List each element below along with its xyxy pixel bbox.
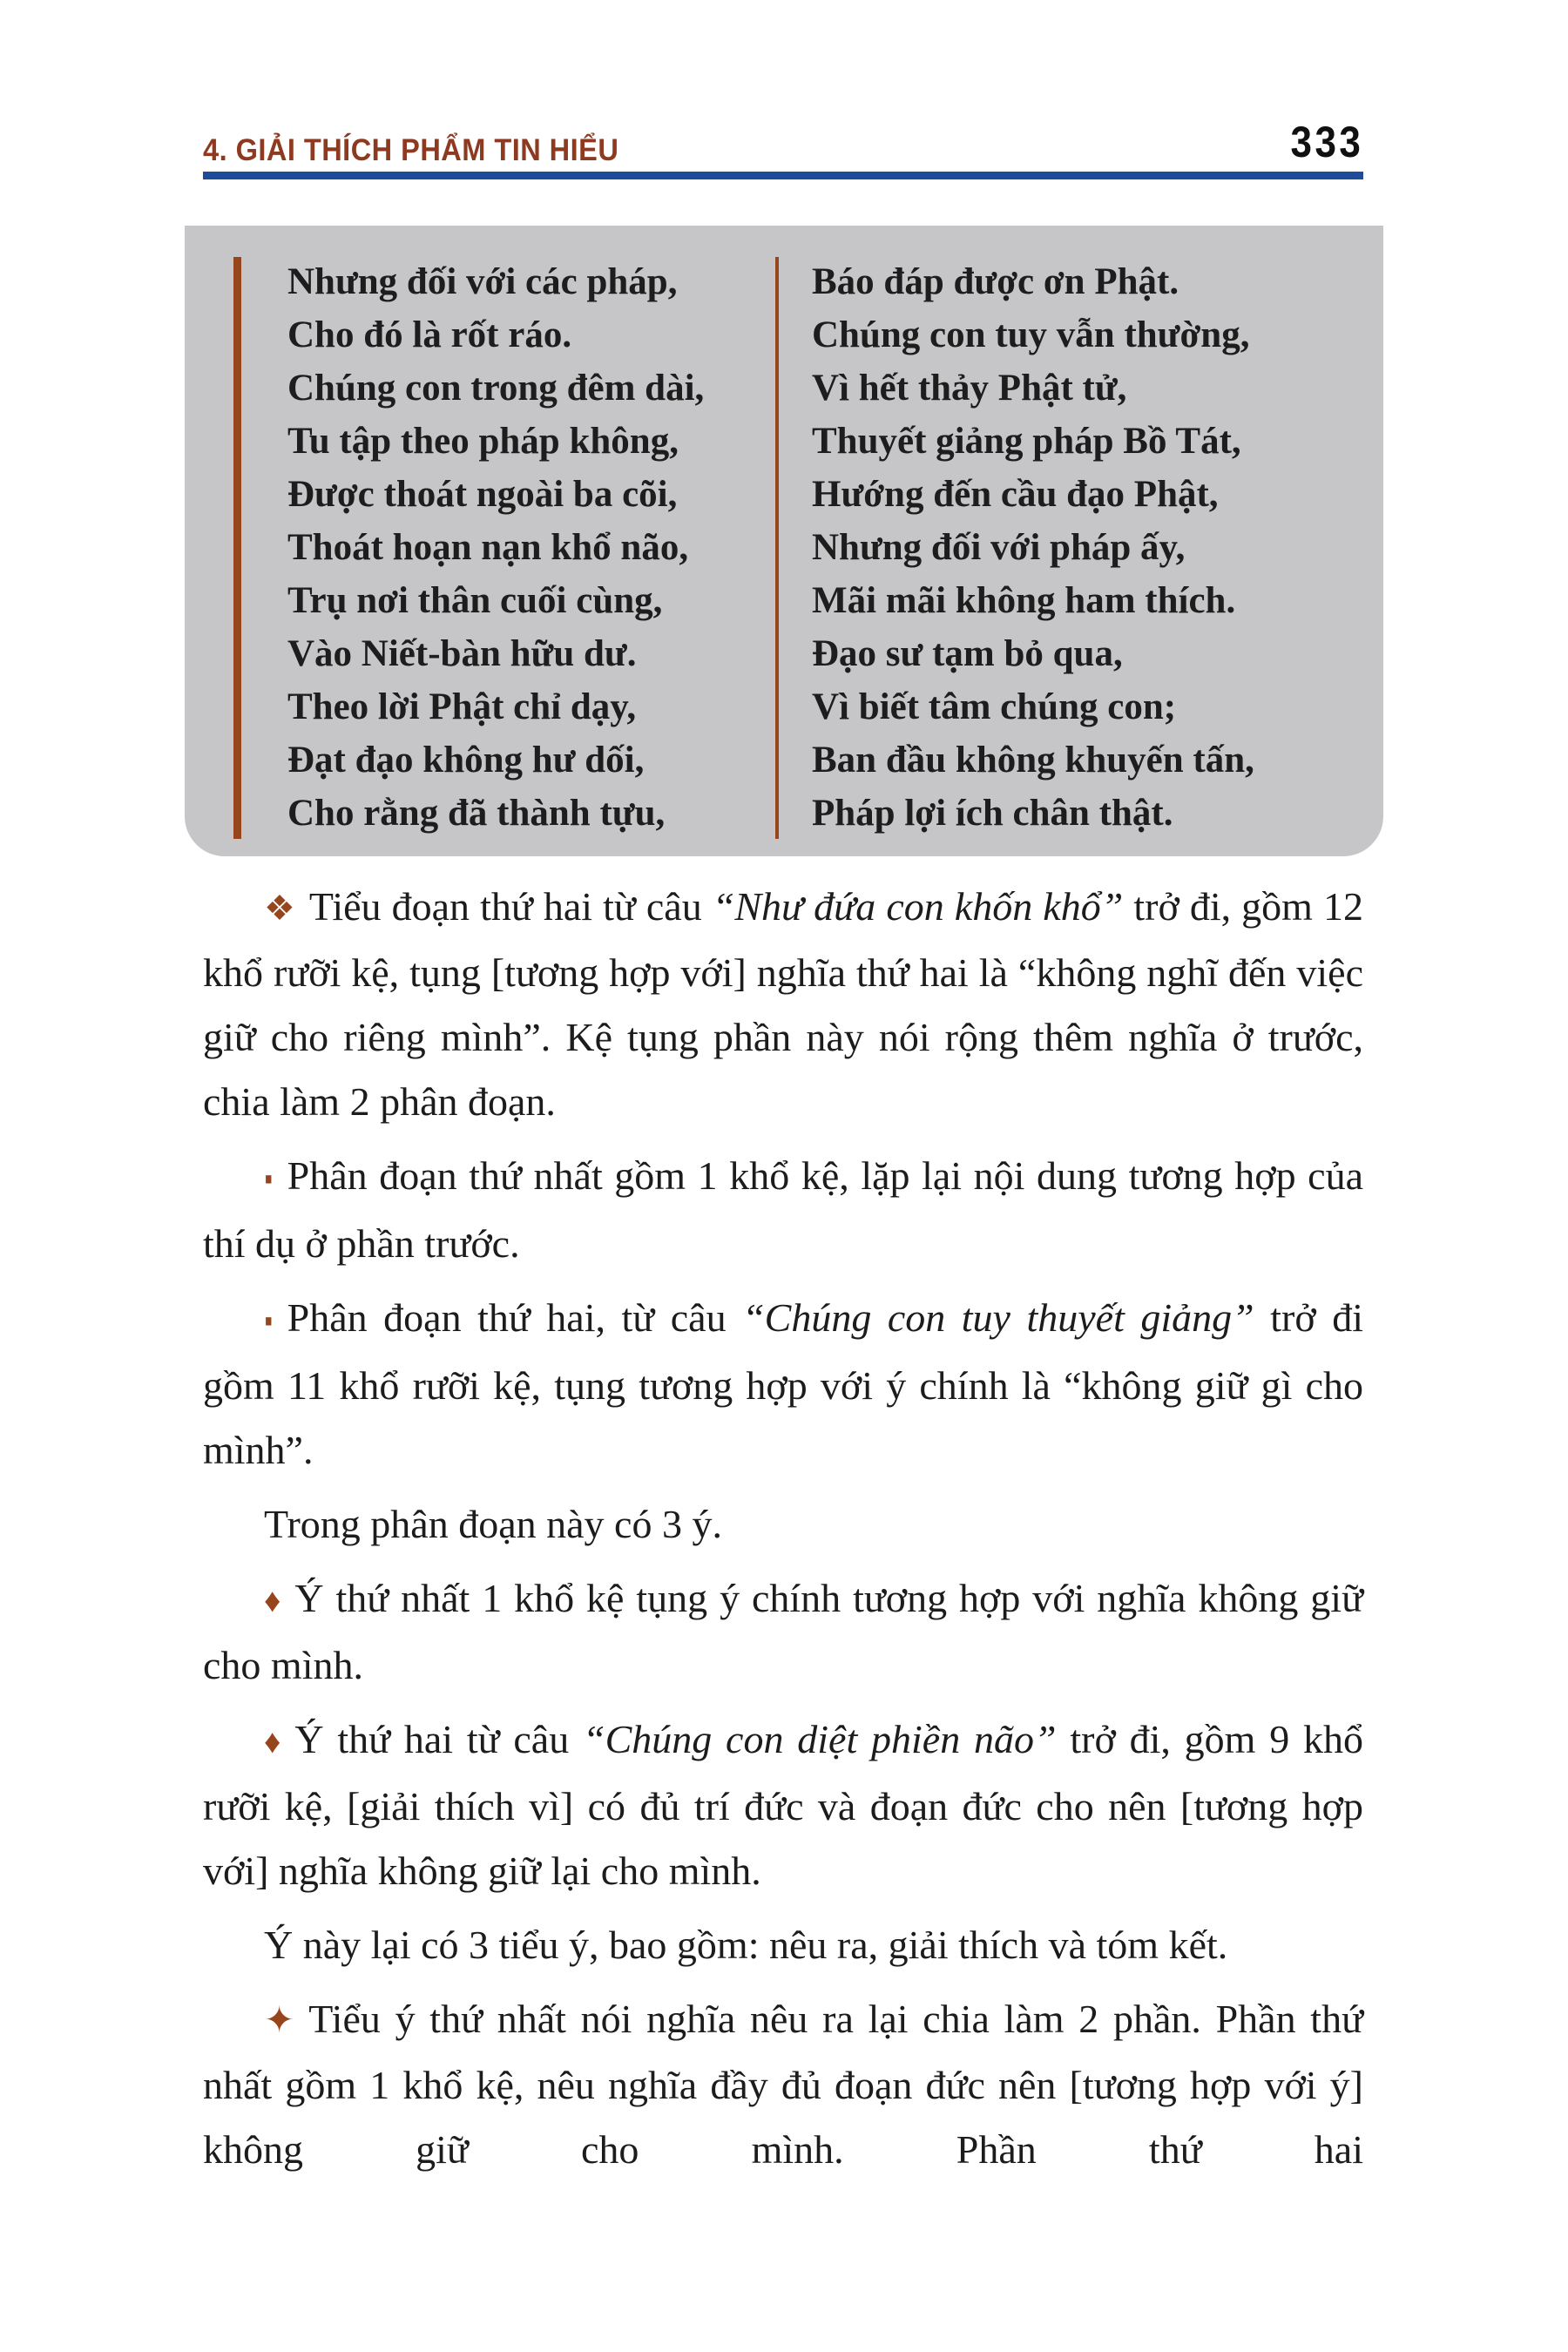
paragraph [203, 1707, 1363, 1903]
verse-line: Pháp lợi ích chân thật. [812, 793, 1173, 834]
verse-line: Nhưng đối với các pháp, [287, 261, 678, 302]
text-segment: trở đi gồm 11 khổ rưỡi kệ, tụng tương hợp với ý chính là “không giữ gì cho mình”. [203, 1295, 1363, 1472]
quoted-phrase: “Như đứa con khốn khổ” [712, 884, 1124, 929]
text-segment: Ý thứ hai từ câu [294, 1717, 583, 1761]
verse-line: Mãi mãi không ham thích. [812, 580, 1236, 621]
square-bullet-icon: ▪ [264, 1302, 273, 1339]
text-segment: trở đi, gồm 9 khổ rưỡi kệ, [giải thích vì] có đủ trí đức và đoạn đức cho nên [tương hợp với] nghĩa không giữ lại cho mình. [203, 1717, 1363, 1893]
paragraph [203, 1286, 1363, 1483]
verse-line: Theo lời Phật chỉ dạy, [287, 686, 637, 727]
quoted-phrase: “Chúng con tuy thuyết giảng” [742, 1295, 1254, 1340]
diamond-cluster-bullet-icon: ❖ [264, 889, 295, 928]
four-point-star-bullet-icon: ✦ [264, 2001, 295, 2041]
verse-line: Cho đó là rốt ráo. [287, 314, 572, 355]
paragraph [203, 1144, 1363, 1276]
paragraph [203, 1566, 1363, 1698]
verse-line: Đạo sư tạm bỏ qua, [812, 633, 1123, 674]
verse-line: Báo đáp được ơn Phật. [812, 261, 1179, 302]
text-segment: Ý thứ nhất 1 khổ kệ tụng ý chính tương hợp với nghĩa không giữ cho mình. [203, 1576, 1363, 1687]
verse-line: Chúng con tuy vẫn thường, [812, 314, 1250, 355]
chapter-title: 4. GIẢI THÍCH PHẨM TIN HIỂU [203, 133, 619, 167]
text-segment: Ý này lại có 3 tiểu ý, bao gồm: nêu ra, giải thích và tóm kết. [264, 1923, 1228, 1967]
text-segment: Trong phân đoạn này có 3 ý. [264, 1502, 722, 1546]
text-segment: trở đi, gồm 12 khổ rưỡi kệ, tụng [tương hợp với] nghĩa thứ hai là “không nghĩ đến việc giữ cho riêng mình”. Kệ tụng phần này nói rộng thêm nghĩa ở trước, chia làm 2 phân đoạn. [203, 884, 1363, 1124]
verse-line: Đạt đạo không hư dối, [287, 740, 645, 781]
verse-line: Vì hết thảy Phật tử, [812, 368, 1127, 409]
verse-line: Thuyết giảng pháp Bồ Tát, [812, 421, 1241, 462]
paragraph [203, 1913, 1363, 1977]
paragraph [203, 1492, 1363, 1557]
text-segment: Phân đoạn thứ hai, từ câu [287, 1295, 743, 1340]
verse-lines-right [812, 255, 1383, 840]
paragraph [203, 1987, 1363, 2182]
running-head [203, 120, 1363, 166]
quoted-phrase: “Chúng con diệt phiền não” [583, 1717, 1057, 1761]
verse-column-left [185, 226, 775, 856]
verse-line: Thoát hoạn nạn khổ não, [287, 527, 689, 568]
verse-line: Tu tập theo pháp không, [287, 421, 679, 462]
verse-lines-left [287, 255, 775, 840]
verse-line: Vì biết tâm chúng con; [812, 686, 1177, 727]
paragraph [203, 875, 1363, 1134]
verse-line: Vào Niết-bàn hữu dư. [287, 633, 637, 674]
verse-box [185, 226, 1383, 856]
verse-line: Hướng đến cầu đạo Phật, [812, 474, 1219, 515]
verse-accent-bar-left [233, 257, 241, 839]
text-segment: Tiểu ý thứ nhất nói nghĩa nêu ra lại chia làm 2 phần. Phần thứ nhất gồm 1 khổ kệ, nêu nghĩa đầy đủ đoạn đức nên [tương hợp với ý] không giữ cho mình. Phần thứ hai [203, 1997, 1363, 2172]
verse-line: Được thoát ngoài ba cõi, [287, 474, 678, 515]
text-segment: Phân đoạn thứ nhất gồm 1 khổ kệ, lặp lại nội dung tương hợp của thí dụ ở phần trước. [203, 1153, 1363, 1266]
verse-line: Chúng con trong đêm dài, [287, 368, 705, 409]
verse-line: Ban đầu không khuyến tấn, [812, 740, 1254, 781]
page-number: 333 [1290, 118, 1363, 166]
verse-line: Nhưng đối với pháp ấy, [812, 527, 1186, 568]
verse-line: Cho rằng đã thành tựu, [287, 793, 666, 834]
text-segment: Tiểu đoạn thứ hai từ câu [308, 884, 713, 929]
body-paragraphs [203, 875, 1363, 2192]
verse-column-right [775, 226, 1383, 856]
suit-diamond-bullet-icon: ♦ [264, 1583, 281, 1619]
header-rule [203, 172, 1363, 179]
verse-line: Trụ nơi thân cuối cùng, [287, 580, 663, 621]
square-bullet-icon: ▪ [264, 1160, 273, 1197]
suit-diamond-bullet-icon: ♦ [264, 1724, 281, 1761]
verse-accent-bar-right [775, 257, 779, 839]
